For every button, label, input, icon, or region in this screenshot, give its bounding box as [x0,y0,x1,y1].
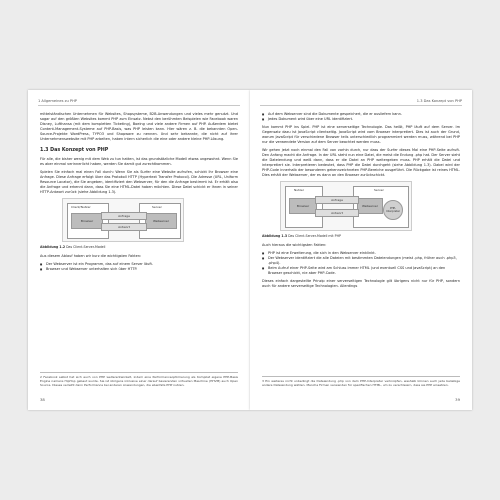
request-label: Anfrage [118,214,130,218]
page-content [40,112,238,275]
figure-caption [40,245,238,249]
header-chapter: 1 Allgemeines zu PHP [38,99,77,103]
browser-label: Browser [296,204,310,208]
list-item: ■ Beim Aufruf einer PHP-Seite wird am Schluss immer HTML (und eventuell CSS und JavaScript) an den Browser geschickt, nie aber PHP-Code. [268,266,460,276]
page-content [262,112,460,292]
client-label: Client/Nutzer [71,205,91,209]
caption-text: Das Client-Server-Modell [66,245,106,249]
running-header [260,97,462,106]
browser-box [71,213,103,229]
list-item: ■ Der Webserver identifiziert die alle Dateien mit bestimmten Dateiendungen (meist .php, früher auch .php3, .php4). [268,256,460,266]
caption-label: Abbildung 1.2 [40,245,66,249]
server-label: Server [152,205,162,209]
right-page [250,90,472,410]
bullet-list [40,262,238,272]
figure-caption [262,234,460,238]
php-label: PHP-Interpreter [385,207,401,213]
response-label: Antwort [118,225,130,229]
list-item: ■ Der Webserver ist ein Programm, das auf einem Server läuft. [46,262,238,267]
list-item: ■ PHP ist eine Erweiterung, die sich in den Webserver einklinkt. [268,251,460,256]
response-arrow [315,209,359,217]
response-arrow [101,223,147,231]
client-server-php-diagram [280,181,412,231]
paragraph: Wir gehen jetzt noch einmal den Fall von vorhin durch, nur dass der Surfer dieses Mal eine PHP-Seite aufruft. Den Anfang macht die Anfrage. In der URL steht nun eine Datei, die meist die Endung .php hat. Der Server sieht die Dateiendung und weiß dann, dass er die Datei an PHP weitergeben muss. PHP erhält die Datei und interpretiert sie. Interpretieren bedeutet, dass PHP die Datei durchgeht (siehe Abbildung 1.3). Dabei wird der PHP-Code innerhalb der besonderen gekennzeichneten PHP-Bereiche ausgeführt. Die Rückgabe ist reines HTML. Dies erhält der Webserver, der es dann an den Browser zurückschickt. [262,148,460,177]
request-label: Anfrage [331,198,343,202]
paragraph: Nun kommt PHP ins Spiel. PHP ist eine serverseitige Technologie. Das heißt, PHP läuft auf dem Server. Im Gegensatz dazu ist JavaScript clientseitig. JavaScript wird vom Browser interpretiert. Dies ist auch der Grund, warum JavaScript für verschiedene Browser teils unterschiedlich programmiert werden muss, während bei PHP nur die verwendete Version auf dem Server beachtet werden muss. [262,125,460,144]
footnote [262,376,460,390]
server-label: Server [374,188,384,192]
list-item: ■ Auf dem Webserver sind die Dokumente gespeichert, die er ausliefern kann. [268,112,460,117]
caption-text: Das Client-Server-Modell mit PHP [288,234,341,238]
header-section: 1.3 Das Konzept von PHP [416,99,462,103]
list-item: ■ Jedes Dokument wird über eine URL identifiziert. [268,117,460,122]
section-title: 1.3 Das Konzept von PHP [40,148,109,153]
webserver-label: Webserver [152,219,170,223]
webserver-box [145,213,177,229]
paragraph: Für alle, die bisher wenig mit dem Web zu tun hatten, ist das grundsätzliche Modell etwas ungewohnt. Wenn Sie es aber einmal verinnerlicht haben, werden Sie damit gut zurechtkommen. [40,157,238,166]
footnote-text: 2 Facebook selbst hat sich auch von PHP weiterentwickelt, indem eine Performanceoptimierung als Kompilat eigene PHP-Basis Engine namens HipHop gebaut wurde. Sie ist übrigens inklusive einer darauf basierenden virtuellen Maschine (HHVM) auch Open Source. Dieses verleiht dann Performance bei anderen Anwendungen, die ebenfalls PHP nutzen. [40,375,238,387]
client-server-diagram [62,198,184,242]
running-header [38,97,240,106]
page-number: 39 [455,397,460,402]
list-item: ■ Browser und Webserver unterhalten sich über HTTP. [46,267,238,272]
left-page [28,90,250,410]
client-label: Nutzer [294,188,304,192]
footnote [40,372,238,390]
browser-box [289,198,317,214]
php-interpreter-circle [383,200,403,220]
bullet-list [262,251,460,276]
webserver-label: Webserver [361,204,379,208]
caption-label: Abbildung 1.3 [262,234,288,238]
response-label: Antwort [331,211,343,215]
browser-label: Browser [80,219,94,223]
request-arrow [315,196,359,204]
footnote-text: 3 Ein weiteres nicht unbedingt die Dateiendung .php von dem PHP-Interpreter verknüpfen, weshalb können auch jede beliebige andere Dateiendung wählen. Manche Firmen verwenden für spezifischen HTML, um zu verschleiern, dass sie PHP einsetzen. [262,379,460,387]
webserver-box [357,198,383,214]
request-arrow [101,212,147,220]
page-number: 38 [40,397,45,402]
bullet-list [262,112,460,122]
paragraph: mittelständischen Unternehmen für Websites, Shopsysteme, B2B-Anwendungen und vieles mehr genutzt. Und sogar auf den größten Websites kommt PHP zum Einsatz. Nebst den berühmten Beispielen wie Facebook waren Disney, Lufthansa (mit dem kompletten Ticketing), Boeing und viele andere Firmen auf PHP. Außerdem bietet Content-Management-Systeme auf PHP-Basis, was PHP leisten kann. Hier wären z. B. die bekannten Open-Source-Projekte WordPress, TYPO3 und Shopware zu nennen. Und sehr bekannte, die nicht auf ihrer Unternehmenswebsite mit PHP arbeiten, haben intern sicherlich die eine oder andere kleine PHP-Lösung. [40,112,238,141]
paragraph: Auch hieraus die wichtigsten Fakten: [262,243,327,247]
paragraph: Dieses einfach dargestellte Prinzip einer serverseitigen Technologie gilt übrigens nicht nur für PHP, sondern auch für andere serverseitige Technologien. Allerdings [262,279,460,288]
paragraph: Aus diesem Ablauf haben wir kurz die wichtigsten Fakten: [40,254,142,258]
paragraph: Spielen Sie einfach mal einen Fall durch: Wenn Sie als Surfer eine Website aufrufen, schickt Ihr Browser eine Anfrage. Diese Anfrage erfolgt über das Protokoll HTTP (Hypertext Transfer Protocol). Die Adresse (URL, Uniform Resource Locator), die Sie angeben, identifiziert den Webserver, für den die Anfrage bestimmt ist. Er erhält also die Anfrage und erkennt dann, dass Sie eine HTML-Datei haben möchten. Diese Datei schickt er Ihnen in seiner HTTP-Antwort zurück (siehe Abbildung 1.3). [40,170,238,194]
